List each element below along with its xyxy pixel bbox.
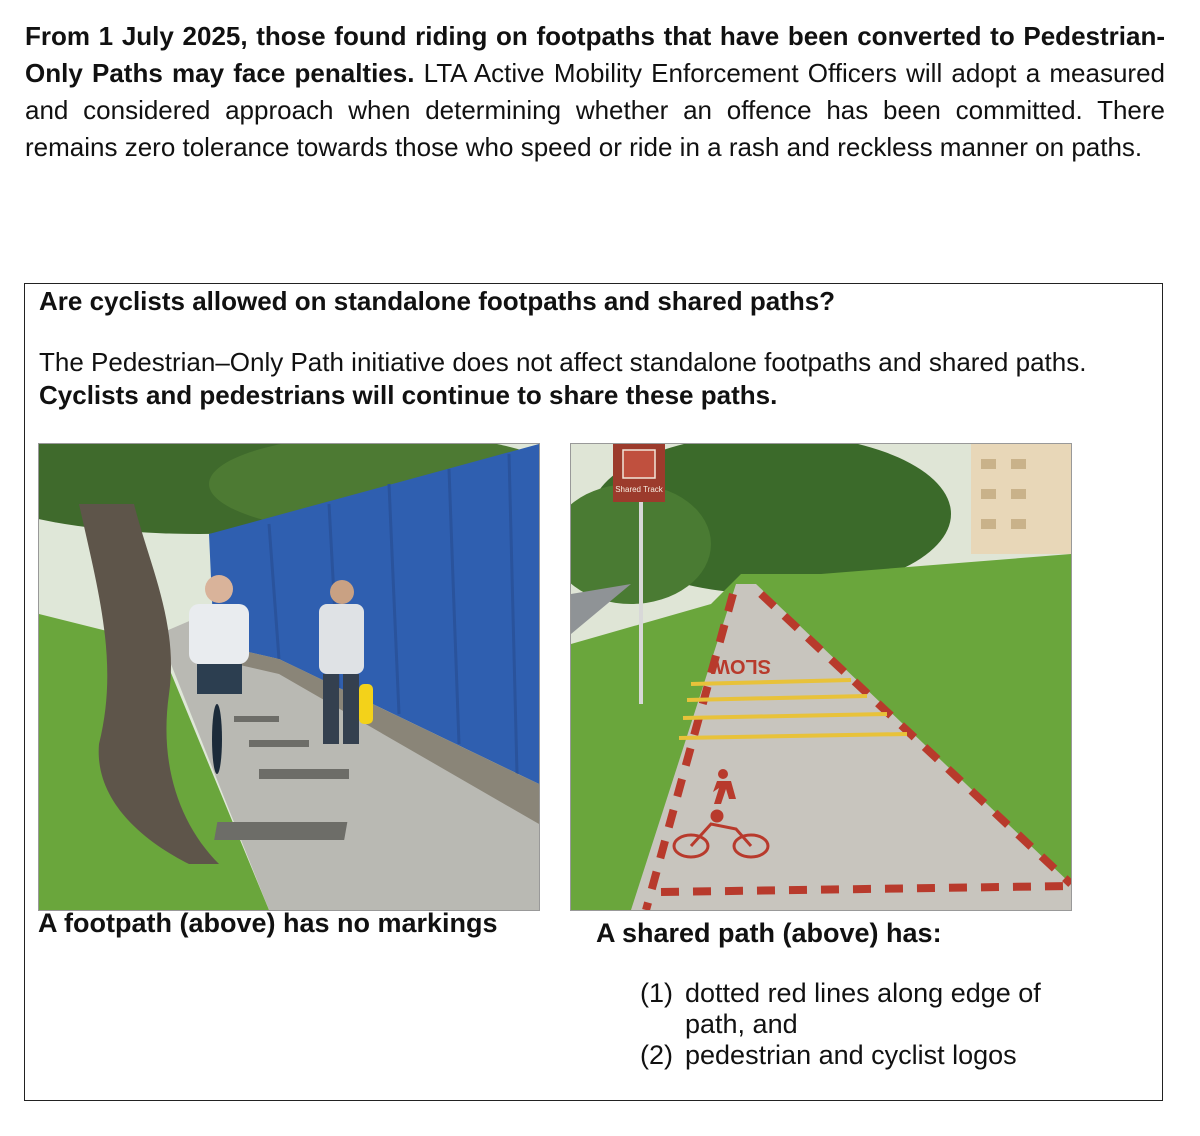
shared-path-caption: A shared path (above) has: [596, 918, 942, 948]
list-item [640, 1040, 1045, 1071]
shared-path-photo [570, 443, 1072, 911]
list-item-text: dotted red lines along edge of path, and [685, 978, 1041, 1039]
shared-path-illustration [571, 444, 1071, 910]
faq-body [39, 346, 1159, 412]
faq-title: Are cyclists allowed on standalone footpaths and shared paths? [39, 286, 836, 316]
list-item-text: pedestrian and cyclist logos [685, 1040, 1017, 1070]
intro-text: LTA Active Mobility Enforcement Officers will adopt a measured and considered approach when determining whether an offence has been committed. There remains zero tolerance towards those who speed or ride in a rash and reckless manner on paths. [25, 58, 1165, 162]
footpath-caption: A footpath (above) has no markings [38, 908, 498, 938]
faq-body-text: The Pedestrian–Only Path initiative does not affect standalone footpaths and shared paths. [39, 347, 1087, 377]
intro-bold: From 1 July 2025, those found riding on footpaths that have been converted to Pedestrian-Only Paths may face penalties. [25, 21, 1165, 88]
intro-paragraph [25, 18, 1165, 166]
list-item [640, 978, 1045, 1040]
path-slow-marking: SLOW [711, 655, 771, 677]
faq-body-bold: Cyclists and pedestrians will continue to share these paths. [39, 380, 778, 410]
footpath-illustration [39, 444, 539, 910]
shared-track-sign-text: Shared Track [615, 485, 663, 494]
footpath-photo [38, 443, 540, 911]
shared-path-features-list [640, 978, 1045, 1071]
list-item-number: (1) [640, 978, 673, 1008]
list-item-number: (2) [640, 1040, 673, 1070]
